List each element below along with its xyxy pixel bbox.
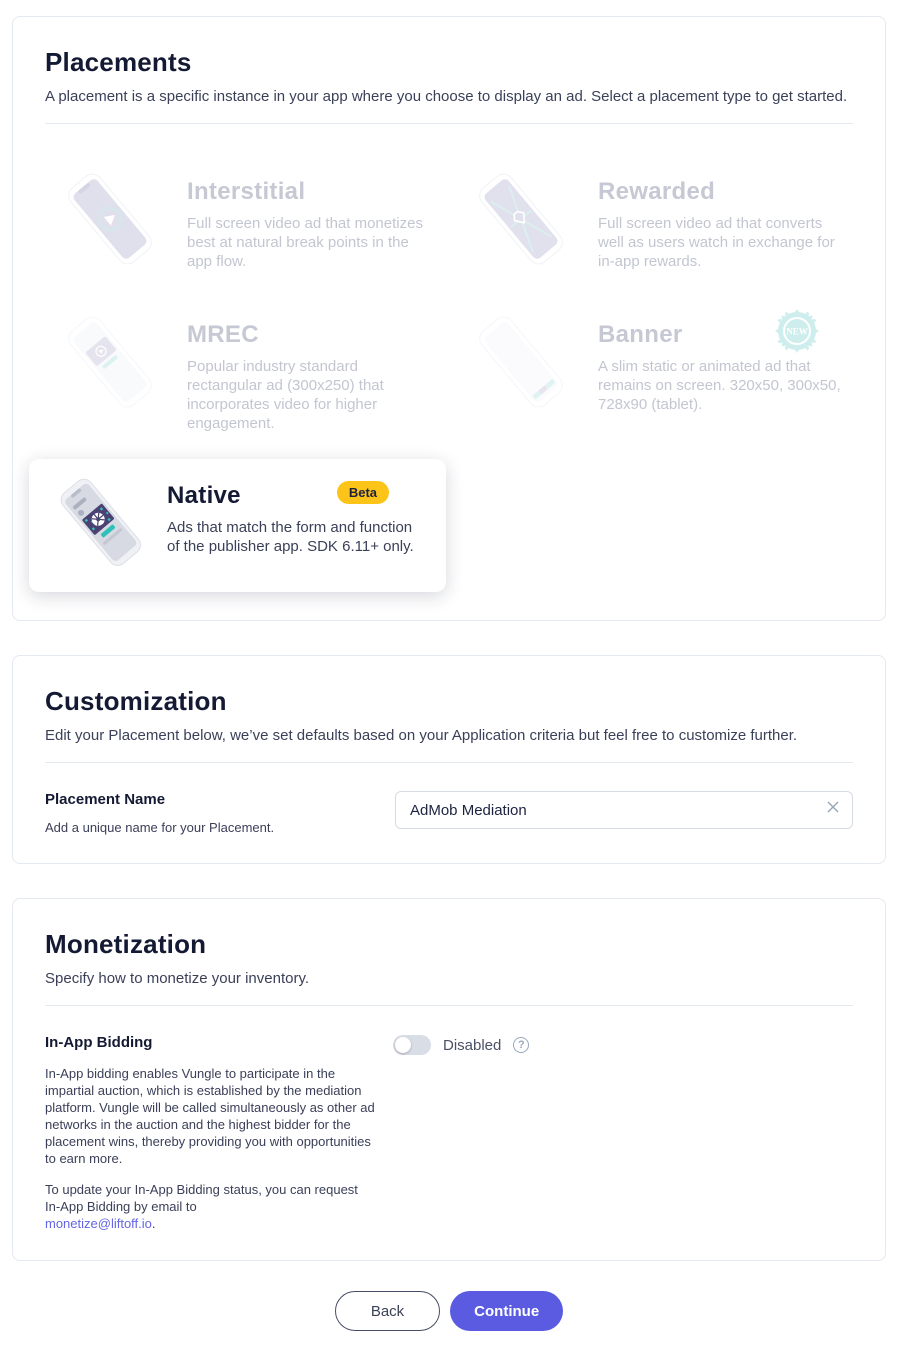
in-app-bidding-status: Disabled — [443, 1036, 502, 1054]
mrec-phone-illustration — [45, 307, 175, 433]
customization-subtitle: Edit your Placement below, we’ve set defaults based on your Application criteria but feel free to customize further. — [45, 727, 798, 744]
customization-title: Customization — [45, 686, 227, 716]
placement-name-helper: Add a unique name for your Placement. — [45, 820, 275, 835]
option-title-mrec: MREC — [187, 321, 259, 348]
option-desc-banner: A slim static or animated ad that remains on screen. 320x50, 300x50, 728x90 (tablet). — [598, 358, 841, 413]
placements-card — [12, 16, 886, 621]
continue-button[interactable]: Continue — [450, 1291, 563, 1331]
option-title-interstitial: Interstitial — [187, 178, 306, 205]
customization-card — [12, 655, 886, 864]
placement-option-interstitial[interactable] — [45, 162, 442, 281]
placement-option-native[interactable] — [29, 459, 446, 592]
native-phone-illustration — [45, 473, 155, 578]
footer-actions — [12, 1291, 886, 1341]
placement-option-mrec[interactable] — [45, 305, 442, 435]
option-title-native: Native — [167, 482, 241, 509]
banner-phone-illustration — [456, 307, 586, 433]
monetization-subtitle: Specify how to monetize your inventory. — [45, 970, 310, 987]
monetization-title: Monetization — [45, 929, 207, 959]
divider — [45, 762, 853, 763]
placements-subtitle: A placement is a specific instance in your app where you choose to display an ad. Select a placement type to get started. — [45, 88, 848, 105]
in-app-bidding-label: In-App Bidding — [45, 1034, 153, 1051]
beta-badge: Beta — [337, 481, 389, 504]
option-title-banner: Banner — [598, 321, 683, 348]
monetization-card — [12, 898, 886, 1261]
svg-text:NEW: NEW — [786, 326, 808, 337]
in-app-bidding-row — [45, 1034, 853, 1232]
placement-option-banner[interactable] — [456, 305, 853, 435]
divider — [45, 123, 853, 124]
toggle-knob — [395, 1037, 411, 1053]
rewarded-phone-illustration — [456, 164, 586, 279]
placement-name-label: Placement Name — [45, 791, 166, 808]
clear-input-icon[interactable] — [823, 800, 843, 820]
in-app-bidding-description: In-App bidding enables Vungle to participate in the impartial auction, which is established by the mediation platform. Vungle will be called simultaneously as other ad networks in the auction and the highest bidder for the placement wins, thereby providing you with opportunities to earn more. — [45, 1066, 375, 1166]
in-app-bidding-toggle[interactable] — [393, 1035, 431, 1055]
placement-name-input[interactable] — [395, 791, 853, 829]
interstitial-phone-illustration — [45, 164, 175, 279]
placement-options-grid — [45, 162, 853, 592]
option-desc-native: Ads that match the form and function of the publisher app. SDK 6.11+ only. — [167, 519, 414, 555]
option-desc-interstitial: Full screen video ad that monetizes best at natural break points in the app flow. — [187, 215, 423, 270]
help-icon[interactable] — [513, 1037, 529, 1053]
divider — [45, 1005, 853, 1006]
placements-title: Placements — [45, 47, 192, 77]
back-button[interactable]: Back — [335, 1291, 440, 1331]
option-title-rewarded: Rewarded — [598, 178, 716, 205]
placement-name-row — [45, 791, 853, 835]
in-app-bidding-request-text: To update your In-App Bidding status, you can request In-App Bidding by email to monetize@liftoff.io. — [45, 1182, 358, 1231]
option-desc-mrec: Popular industry standard rectangular ad (300x250) that incorporates video for higher engagement. — [187, 358, 384, 432]
new-badge — [775, 309, 819, 353]
placement-option-rewarded[interactable] — [456, 162, 853, 281]
option-desc-rewarded: Full screen video ad that converts well as users watch in exchange for in-app rewards. — [598, 215, 835, 270]
monetize-email-link[interactable]: monetize@liftoff.io — [45, 1216, 152, 1231]
